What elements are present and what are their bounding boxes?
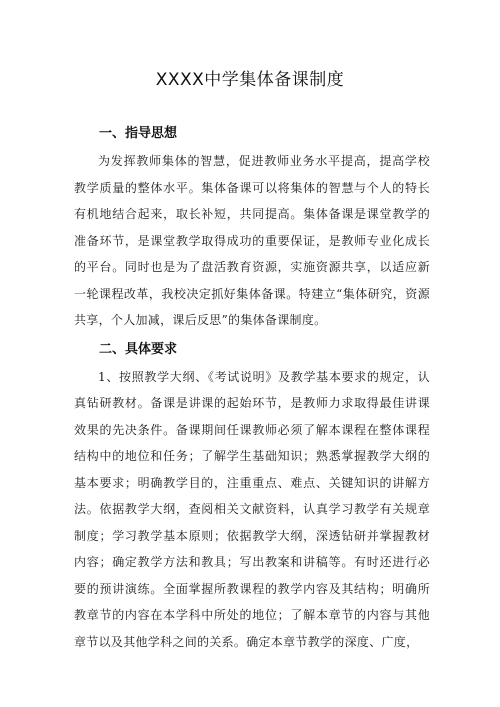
document-body	[74, 122, 430, 655]
section-heading-guiding-ideology: 一、指导思想	[99, 126, 178, 141]
section-paragraph-specific-requirements: 1、按照教学大纲、《考试说明》及教学基本要求的规定，认真钻研教材。备课是讲课的起始环节，是教师力求取得最佳讲课效果的先决条件。备课期间任课教师必须了解本课程在整体课程结构中的地位和任务；了解学生基础知识；熟悉掌握教学大纲的基本要求；明确教学目的，注重重点、难点、关键知识的讲解方法。依据教学大纲，查阅相关文献资料，认真学习教学有关规章制度；学习教学基本原则；依据教学大纲，深透钻研并掌握教材内容；确定教学方法和教具；写出教案和讲稿等。有时还进行必要的预讲演练。全面掌握所教课程的教学内容及其结构；明确所教章节的内容在本学科中所处的地位；了解本章节的内容与其他章节以及其他学科之间的关系。确定本章节教学的深度、广度，	[74, 369, 430, 649]
section-paragraph-guiding-ideology: 为发挥教师集体的智慧，促进教师业务水平提高，提高学校教学质量的整体水平。集体备课可以将集体的智慧与个人的特长有机地结合起来，取长补短，共同提高。集体备课是课堂教学的准备环节，是课堂教学取得成功的重要保证，是教师专业化成长的平台。同时也是为了盘活教育资源，实施资源共享，以适应新一轮课程改革，我校决定抓好集体备课。特建立“集体研究，资源共享，个人加减，课后反思”的集体备课制度。	[74, 154, 430, 327]
document-title: XXXX中学集体备课制度	[155, 70, 345, 90]
section-heading-specific-requirements: 二、具体要求	[99, 341, 178, 357]
